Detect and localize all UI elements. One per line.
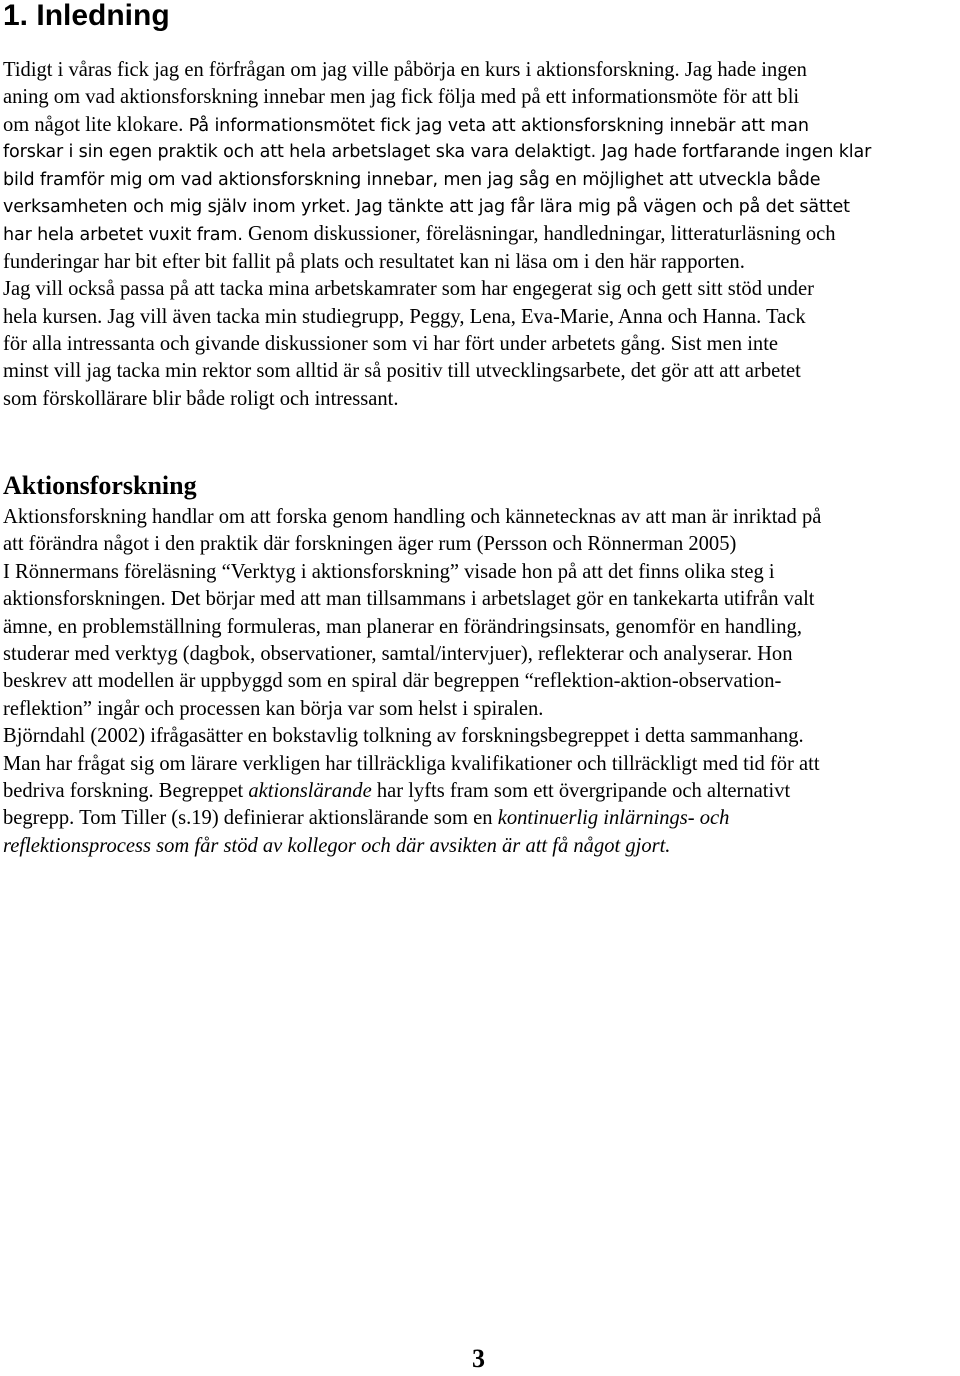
- text-line: reflektion” ingår och processen kan börja var som helst i spiralen.: [3, 697, 544, 720]
- text-line: som förskollärare blir både roligt och intressant.: [3, 387, 399, 410]
- text-span: Genom diskussioner, föreläsningar, handledningar, litteraturläsning och: [242, 223, 836, 246]
- text-line: Björndahl (2002) ifrågasätter en bokstavlig tolkning av forskningsbegreppet i detta sammanhang.: [3, 725, 804, 748]
- text-span: Jag hade fortfarande ingen klar: [596, 142, 872, 163]
- text-line: minst vill jag tacka min rektor som alltid är så positiv till utvecklingsarbete, det gör att att arbetet: [3, 360, 801, 383]
- text-line: [3, 194, 958, 221]
- text-line: Man har frågat sig om lärare verkligen har tillräckliga kvalifikationer och tillräckligt med tid för att: [3, 752, 820, 775]
- text-line: bild framför mig om vad aktionsforskning innebar, men jag såg en möjlighet att utveckla både: [3, 169, 821, 190]
- text-line: ämne, en problemställning formuleras, man planerar en förändringsinsats, genomför en handling,: [3, 615, 802, 638]
- text-span: verksamheten och mig själv inom yrket.: [3, 196, 351, 217]
- text-line: Jag vill också passa på att tacka mina arbetskamrater som har engegerat sig och gett sitt stöd under: [3, 278, 814, 301]
- intro-paragraph: [3, 57, 960, 413]
- text-line: [3, 221, 958, 248]
- text-span: Jag tänkte att jag får lära mig på vägen och på det sättet: [350, 196, 850, 217]
- text-line: Tidigt i våras fick jag en förfrågan om jag ville påbörja en kurs i aktionsforskning. Jag hade ingen: [3, 59, 807, 81]
- italic-quote: reflektionsprocess som får stöd av kollegor och där avsikten är att få något gjort.: [3, 834, 671, 857]
- text-line: funderingar har bit efter bit fallit på plats och resultatet kan ni läsa om i den här rapporten.: [3, 250, 745, 273]
- text-line: för alla intressanta och givande diskussioner som vi har fört under arbetets gång. Sist men inte: [3, 332, 779, 355]
- text-span: På informationsmötet fick jag veta att aktionsforskning innebär att man: [183, 115, 809, 136]
- aktionsforskning-paragraph: [3, 504, 960, 860]
- text-span: om något lite klokare.: [3, 113, 184, 136]
- text-line: studerar med verktyg (dagbok, observationer, samtal/intervjuer), reflekterar och analyserar. Hon: [3, 642, 793, 665]
- text-line: hela kursen. Jag vill även tacka min studiegrupp, Peggy, Lena, Eva-Marie, Anna och Hanna. Tack: [3, 305, 806, 328]
- text-span: har hela arbetet vuxit fram.: [3, 225, 243, 246]
- text-line: I Rönnermans föreläsning “Verktyg i aktionsforskning” visade hon på att det finns olika steg i: [3, 560, 775, 583]
- text-line: aktionsforskningen. Det börjar med att man tillsammans i arbetslaget gör en tankekarta utifrån valt: [3, 588, 815, 611]
- text-span: begrepp. Tom Tiller (s.19) definierar aktionslärande som en: [3, 807, 498, 830]
- text-line: [3, 139, 958, 166]
- italic-term: aktionslärande: [248, 779, 372, 802]
- text-line: att förändra något i den praktik där forskningen äger rum (Persson och Rönnerman 2005): [3, 533, 737, 556]
- section-heading-inledning: 1. Inledning: [3, 0, 170, 32]
- text-line: aning om vad aktionsforskning innebar men jag fick följa med på ett informationsmöte för att bli: [3, 86, 800, 109]
- section-heading-aktionsforskning: Aktionsforskning: [3, 471, 197, 500]
- page-number: 3: [472, 1344, 485, 1373]
- text-line: [3, 112, 958, 139]
- text-span: bedriva forskning. Begreppet: [3, 779, 249, 802]
- text-line: Aktionsforskning handlar om att forska genom handling och kännetecknas av att man är inriktad på: [3, 506, 822, 528]
- text-span: har lyfts fram som ett övergripande och alternativt: [371, 779, 791, 802]
- text-line: [3, 778, 958, 805]
- text-line: [3, 833, 958, 860]
- italic-quote: kontinuerlig inlärnings- och: [497, 807, 730, 830]
- text-span: forskar i sin egen praktik och att hela arbetslaget ska vara delaktigt.: [3, 142, 597, 163]
- text-line: beskrev att modellen är uppbyggd som en spiral där begreppen “reflektion-aktion-observation-: [3, 670, 782, 693]
- text-line: [3, 805, 958, 832]
